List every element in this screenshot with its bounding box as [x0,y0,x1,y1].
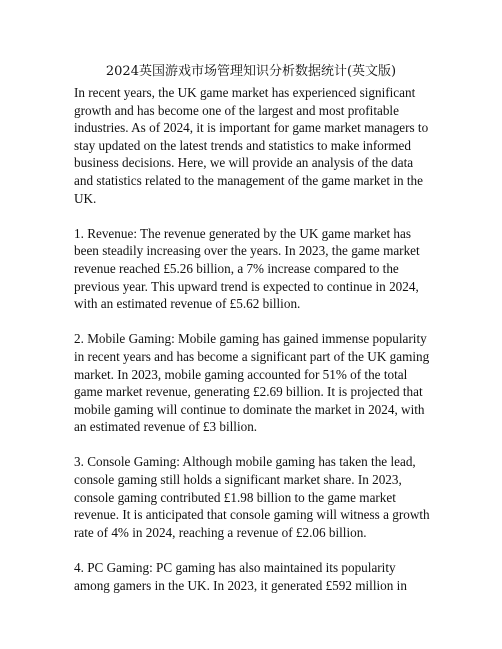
paragraph-revenue: 1. Revenue: The revenue generated by the UK game market has been steadily increasing over the years. In 2023, the game market revenue reached £5.26 billion, a 7% increase compared to the previous year. This upward trend is expected to continue in 2024, with an estimated revenue of £5.62 billion. [74,225,420,312]
document-title: 2024英国游戏市场管理知识分析数据统计(英文版) [105,64,397,79]
paragraph-intro: In recent years, the UK game market has experienced significant growth and has become one of the largest and most profitable industries. As of 2024, it is important for game market managers to stay updated on the latest trends and statistics to make informed business decisions. Here, we will provide an analysis of the data and statistics related to the management of the game market in the UK. [74,85,429,206]
paragraph-pc-gaming: 4. PC Gaming: PC gaming has also maintained its popularity among gamers in the UK. In 2023, it generated £592 million in [74,560,407,593]
paragraph-mobile-gaming: 2. Mobile Gaming: Mobile gaming has gained immense popularity in recent years and has become a significant part of the UK gaming market. In 2023, mobile gaming accounted for 51% of the total game market revenue, generating £2.69 billion. It is projected that mobile gaming will continue to dominate the market in 2024, with an estimated revenue of £3 billion. [74,331,430,435]
paragraph-console-gaming: 3. Console Gaming: Although mobile gaming has taken the lead, console gaming still holds a significant market share. In 2023, console gaming contributed £1.98 billion to the game market revenue. It is anticipated that console gaming will witness a growth rate of 4% in 2024, reaching a revenue of £2.06 billion. [74,454,430,540]
document-body [74,84,434,612]
